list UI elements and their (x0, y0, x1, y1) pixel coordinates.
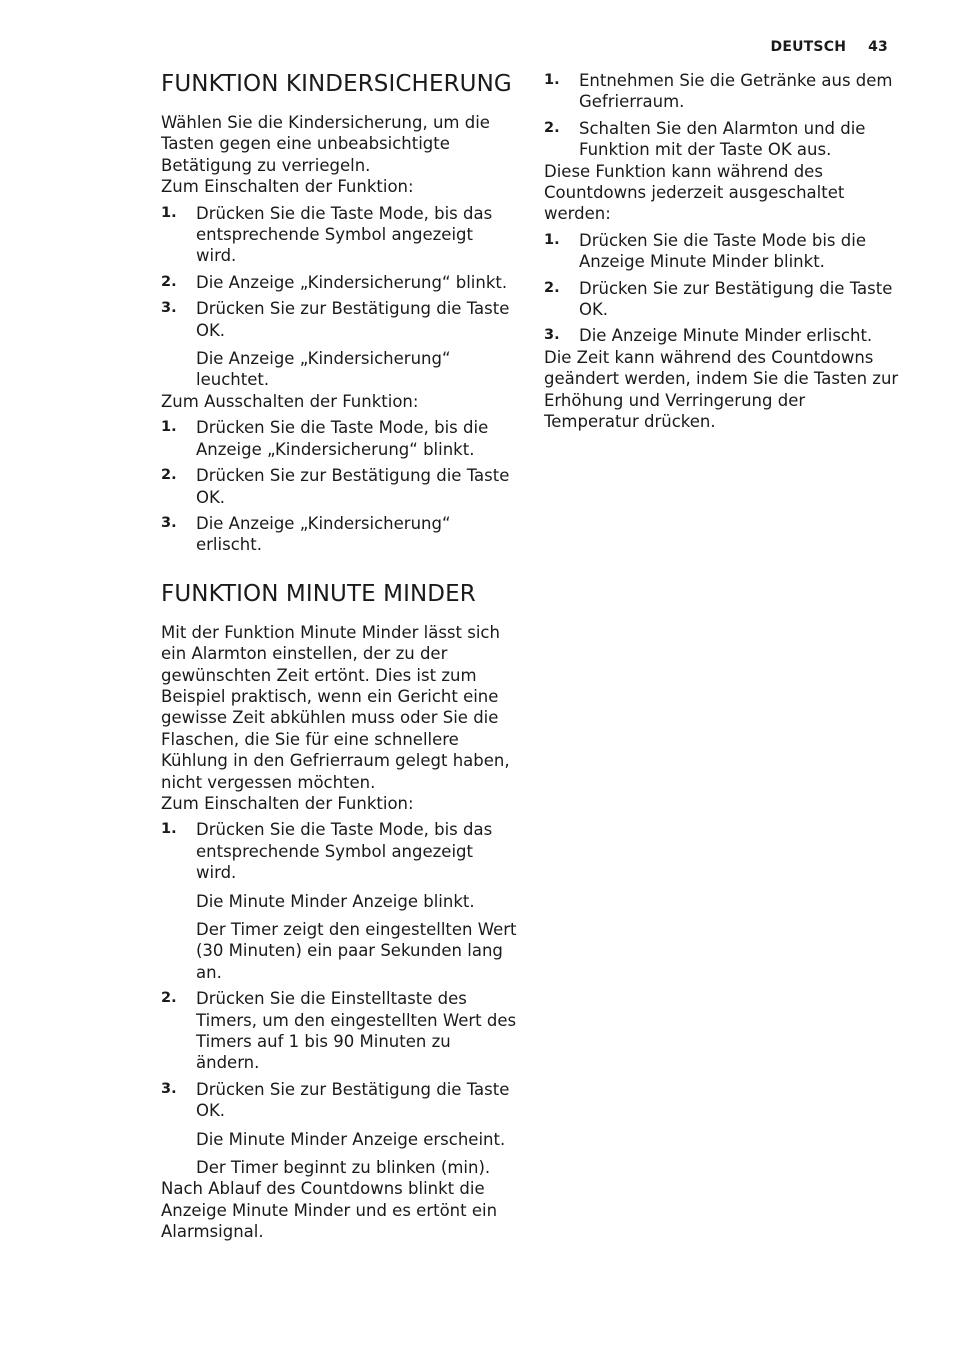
step-text: Drücken Sie zur Bestätigung die Taste OK. (196, 466, 510, 507)
step-text: Die Anzeige „Kindersicherung“ blinkt. (196, 272, 508, 292)
kindersicherung-on-label: Zum Einschalten der Funktion: (161, 177, 414, 197)
step-text: Drücken Sie die Einstelltaste des Timers, um den eingestellten Wert des Timers auf 1 bis 90 Minuten zu ändern. (196, 989, 517, 1073)
step-note: Die Minute Minder Anzeige blinkt. (196, 891, 475, 911)
list-item (161, 203, 517, 267)
list-item (161, 819, 517, 883)
minute-minder-off-text: Diese Funktion kann während des Countdowns jederzeit ausgeschaltet werden: (544, 161, 845, 224)
step-note: Die Anzeige „Kindersicherung“ leuchtet. (196, 349, 451, 390)
right-column (544, 70, 900, 433)
list-item (161, 513, 517, 556)
step-number: 1. (161, 204, 177, 221)
step-note: Die Minute Minder Anzeige erscheint. (196, 1129, 506, 1149)
list-item (161, 1079, 517, 1122)
step-number: 2. (161, 467, 177, 484)
step-text: Die Anzeige „Kindersicherung“ erlischt. (196, 513, 451, 555)
step-number: 2. (544, 119, 560, 136)
minute-minder-intro: Mit der Funktion Minute Minder lässt sich ein Alarmton einstellen, der zu der gewünschten Zeit ertönt. Dies ist zum Beispiel praktisch, wenn ein Gericht eine gewisse Zeit abkühlen muss oder Sie die Flaschen, die Sie für eine schnellere Kühlung in den Gefrierraum gelegt haben, nicht vergessen möchten. (161, 622, 510, 792)
list-item (544, 118, 900, 161)
step-note: Der Timer beginnt zu blinken (min). (196, 1158, 491, 1178)
list-item (161, 465, 517, 508)
list-item (161, 417, 517, 460)
list-item (544, 70, 900, 113)
step-text: Drücken Sie die Taste Mode bis die Anzeige Minute Minder blinkt. (579, 230, 866, 272)
kindersicherung-intro: Wählen Sie die Kindersicherung, um die Tasten gegen eine unbeabsichtigte Betätigung zu verriegeln. (161, 113, 490, 175)
step-number: 2. (161, 273, 177, 290)
list-item (161, 988, 517, 1074)
left-column (161, 70, 517, 1243)
step-text: Die Anzeige Minute Minder erlischt. (579, 326, 873, 346)
step-number: 1. (161, 821, 177, 838)
step-text: Drücken Sie zur Bestätigung die Taste OK. (196, 299, 510, 340)
step-number: 2. (161, 990, 177, 1007)
section-title-minute-minder: FUNKTION MINUTE MINDER (161, 580, 476, 607)
step-number: 1. (544, 72, 560, 88)
step-text: Drücken Sie die Taste Mode, bis das entsprechende Symbol angezeigt wird. (196, 203, 493, 266)
section-title-kindersicherung: FUNKTION KINDERSICHERUNG (161, 71, 512, 97)
step-text: Drücken Sie zur Bestätigung die Taste OK. (196, 1079, 510, 1121)
step-number: 3. (161, 1080, 177, 1097)
step-text: Drücken Sie die Taste Mode, bis das entsprechende Symbol angezeigt wird. (196, 820, 493, 883)
step-number: 3. (161, 514, 177, 531)
list-item (544, 278, 900, 321)
step-number: 1. (544, 231, 560, 248)
header-language: DEUTSCH (770, 39, 847, 55)
list-item (544, 325, 900, 346)
list-item (161, 298, 517, 341)
step-number: 3. (161, 300, 177, 317)
list-item (544, 230, 900, 273)
minute-minder-on-label: Zum Einschalten der Funktion: (161, 793, 414, 813)
step-number: 2. (544, 279, 560, 296)
list-item (161, 272, 517, 293)
page-number: 43 (868, 39, 888, 55)
minute-minder-closing: Die Zeit kann während des Countdowns geändert werden, indem Sie die Tasten zur Erhöhung und Verringerung der Temperatur drücken. (544, 347, 899, 432)
step-number: 1. (161, 419, 177, 436)
step-text: Drücken Sie die Taste Mode, bis die Anzeige „Kindersicherung“ blinkt. (196, 418, 489, 459)
kindersicherung-off-label: Zum Ausschalten der Funktion: (161, 391, 419, 411)
step-text: Schalten Sie den Alarmton und die Funktion mit der Taste OK aus. (579, 118, 866, 160)
page-header (771, 39, 888, 55)
step-text: Drücken Sie zur Bestätigung die Taste OK. (579, 278, 893, 320)
step-note: Der Timer zeigt den eingestellten Wert (30 Minuten) ein paar Sekunden lang an. (196, 920, 517, 982)
step-number: 3. (544, 327, 560, 344)
minute-minder-after: Nach Ablauf des Countdowns blinkt die Anzeige Minute Minder und es ertönt ein Alarmsignal. (161, 1179, 498, 1242)
step-text: Entnehmen Sie die Getränke aus dem Gefrierraum. (579, 71, 893, 112)
